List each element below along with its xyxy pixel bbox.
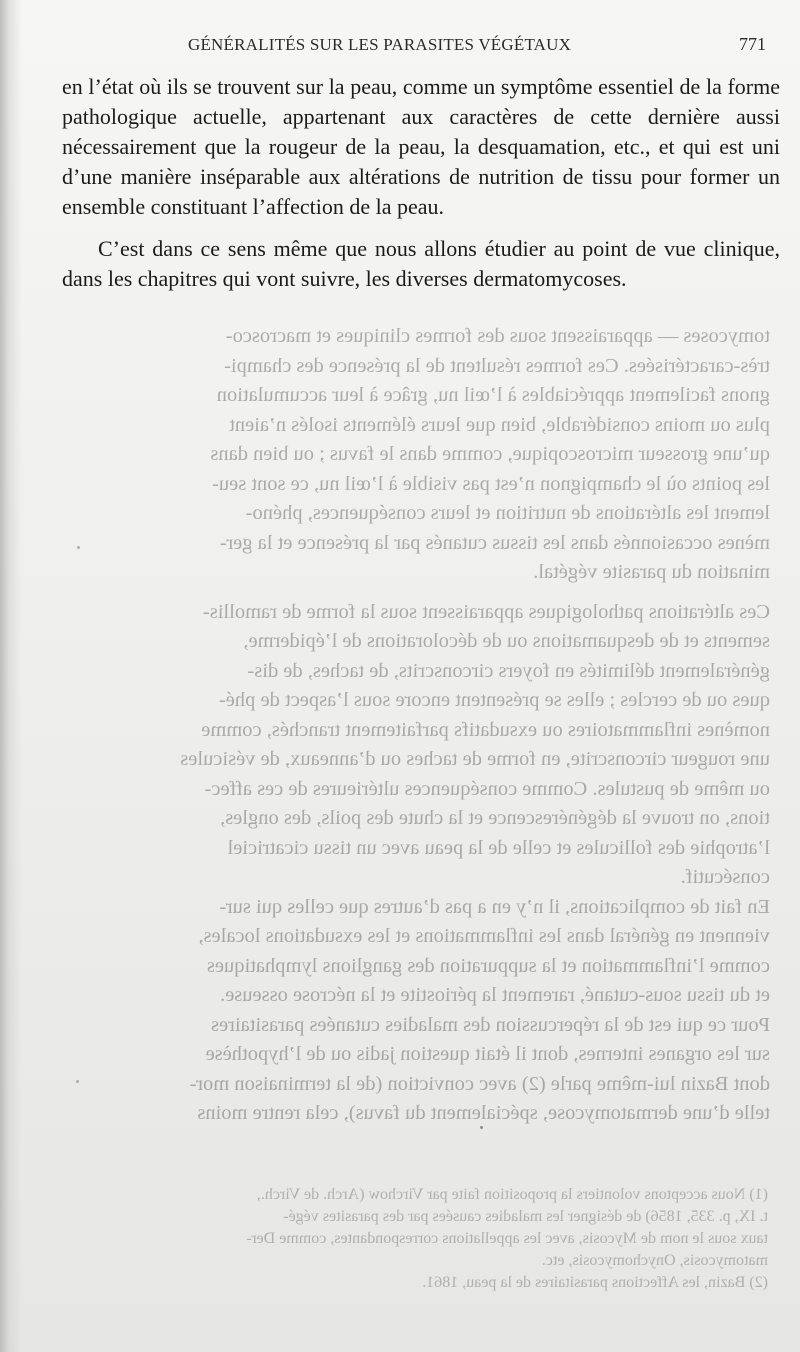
bleed-line: mination du parasite végétal.	[533, 561, 770, 583]
bleed-line: plus ou moins considérable, bien que leurs éléments isolés n’aient	[229, 413, 770, 436]
bleed-line: les points où le champignon n’est pas visible à l’œil nu, ce sont seu-	[212, 472, 770, 495]
bleed-footnote-line: (2) Bazin, les Affections parasitaires de la peau, 1861.	[422, 1274, 768, 1291]
page-number: 771	[739, 34, 766, 54]
bleed-line: qu’une grosseur microscopique, comme dans le favus ; ou bien dans	[210, 443, 770, 465]
print-speck	[480, 1126, 483, 1129]
bleed-line: Pour ce qui est de la répercussion des maladies cutanées parasitaires	[211, 1013, 770, 1036]
bleed-line: sur les organes internes, dont il était question jadis ou de l’hypothèse	[205, 1043, 770, 1065]
bleed-gap	[70, 588, 770, 598]
bleed-line: comme l’inflammation et la suppuration des ganglions lymphatiques	[206, 954, 770, 977]
bleed-line: et du tissu sous-cutané, rarement la périostite et la nécrose osseuse.	[220, 984, 770, 1006]
bleed-footnote-line: (1) Nous acceptons volontiers la proposition faite par Virchow (Arch. de Virch.,	[256, 1186, 768, 1203]
bleed-through-footnotes	[78, 1184, 768, 1294]
bleed-line: ques ou de cercles ; elles se présentent encore sous l’aspect de phé-	[219, 689, 770, 711]
bleed-line: tions, on trouve la dégénérescence et la chute des poils, des ongles,	[220, 807, 770, 829]
bleed-line: lement les altérations de nutrition et leurs conséquences, phéno-	[245, 502, 770, 524]
bleed-line: gnons facilement appréciables à l’œil nu, grâce à leur accumulation	[216, 384, 770, 406]
body-text	[62, 72, 780, 294]
print-speck	[76, 1080, 79, 1083]
bleed-line: viennent en général dans les inflammations et les exsudations locales,	[198, 925, 770, 947]
bleed-line: ou même de pustules. Comme conséquences ultérieures de ces affec-	[204, 777, 770, 800]
paragraph-clinical-study: C’est dans ce sens même que nous allons étudier au point de vue clinique, dans les chapitres qui vont suivre, les diverses dermatomycoses.	[62, 236, 780, 291]
bleed-line: tomycoses — apparaissent sous des formes cliniques et macrosco-	[225, 325, 770, 347]
bleed-line: mènes occasionnés dans les tissus cutanés par la présence et la ger-	[219, 531, 770, 554]
bleed-line: dont Bazin lui-même parle (2) avec conviction (de la terminaison mor-	[189, 1072, 770, 1095]
bleed-footnote-line: matomycosis, Onychomycosis, etc.	[541, 1252, 768, 1269]
bleed-through-text	[70, 322, 770, 1129]
bleed-line: nomènes inflammatoires ou exsudatifs parfaitement tranchés, comme	[201, 718, 770, 741]
print-speck	[77, 546, 80, 549]
running-title: GÉNÉRALITÉS SUR LES PARASITES VÉGÉTAUX	[188, 35, 572, 54]
bleed-line: Ces altérations pathologiques apparaissent sous la forme de ramollis-	[202, 600, 770, 623]
bleed-line: En fait de complications, il n’y en a pas d’autres que celles qui sur-	[219, 895, 770, 918]
bleed-footnote-line: t. IX, p. 335, 1856) de désigner les maladies causées par des parasites végé-	[283, 1208, 768, 1225]
page-header	[188, 34, 766, 58]
bleed-line: l’atrophie des follicules et celle de la peau avec un tissu cicatriciel	[227, 836, 770, 859]
bleed-line: sements et de desquamations ou de décolorations de l’épiderme,	[243, 630, 770, 652]
paragraph-continuation: en l’état où ils se trouvent sur la peau, comme un symptôme essentiel de la forme pathologique actuelle, appartenant aux caractères de cette dernière aussi nécessairement que la rougeur de la peau, la desquamation, etc., et qui est uni d’une manière inséparable aux altérations de nutrition de tissu pour former un ensemble constituant l’affection de la peau.	[62, 74, 780, 219]
bleed-line: une rougeur circonscrite, en forme de taches ou d’anneaux, de vésicules	[180, 748, 770, 770]
bleed-line: généralement délimités en foyers circonscrits, de taches, de dis-	[247, 659, 770, 682]
bleed-footnote-line: taux sous le nom de Mycosis, avec les appellations correspondantes, comme Der-	[246, 1230, 768, 1247]
bleed-line: telle d’une dermatomycose, spécialement du favus), cela rentre moins	[197, 1102, 770, 1124]
bleed-line: très-caractérisées. Ces formes résultent de la présence des champi-	[224, 354, 770, 377]
bleed-line: consécutif.	[680, 866, 770, 888]
